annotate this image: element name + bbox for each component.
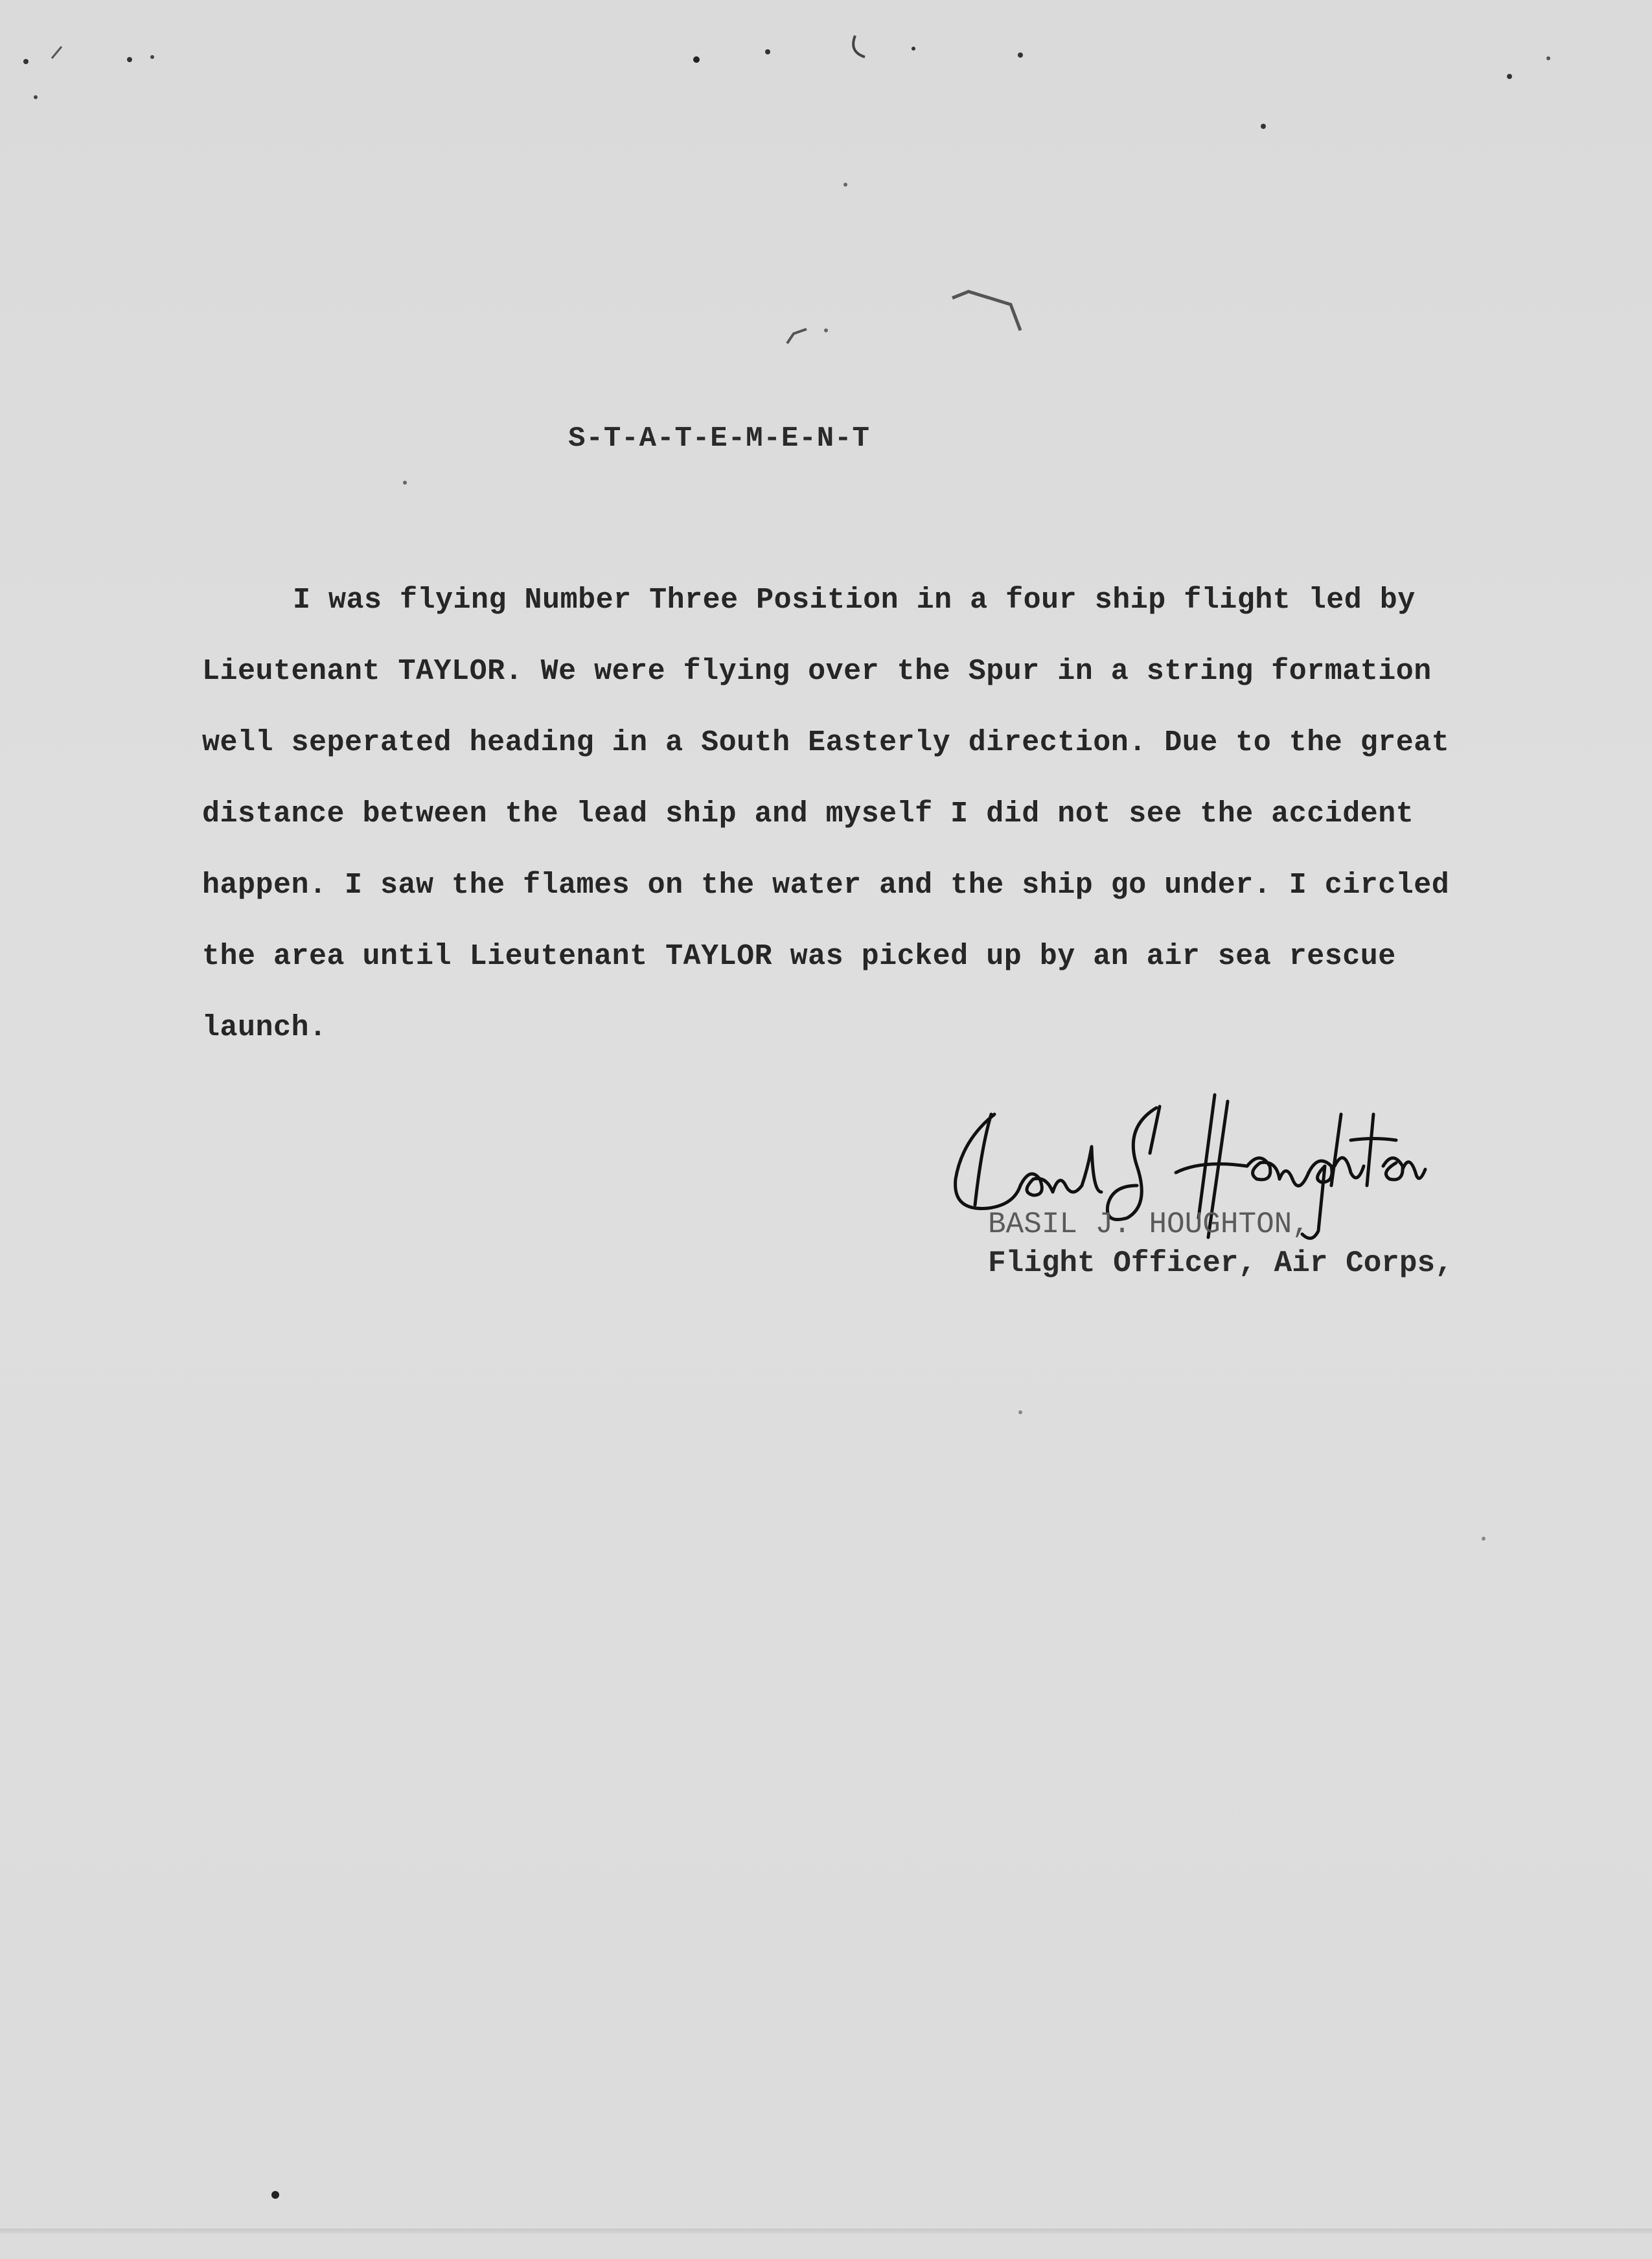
statement-line: I was flying Number Three Position in a four ship flight led by <box>293 584 1416 617</box>
statement-line: happen. I saw the flames on the water and the ship go under. I circled <box>202 869 1450 902</box>
signer-name: BASIL J. HOUGHTON, <box>988 1208 1310 1241</box>
page-bottom-edge <box>0 2229 1652 2234</box>
signature-block <box>988 1205 1453 1283</box>
signer-title: Flight Officer, Air Corps, <box>988 1246 1453 1280</box>
statement-line: Lieutenant TAYLOR. We were flying over the Spur in a string formation <box>202 655 1432 688</box>
statement-title: S-T-A-T-E-M-E-N-T <box>568 422 870 455</box>
statement-line: distance between the lead ship and myself I did not see the accident <box>202 797 1414 831</box>
statement-line: the area until Lieutenant TAYLOR was picked up by an air sea rescue <box>202 940 1396 973</box>
statement-body <box>202 565 1537 1064</box>
statement-line: launch. <box>202 1011 327 1044</box>
statement-line: well seperated heading in a South Easterly direction. Due to the great <box>202 726 1450 759</box>
